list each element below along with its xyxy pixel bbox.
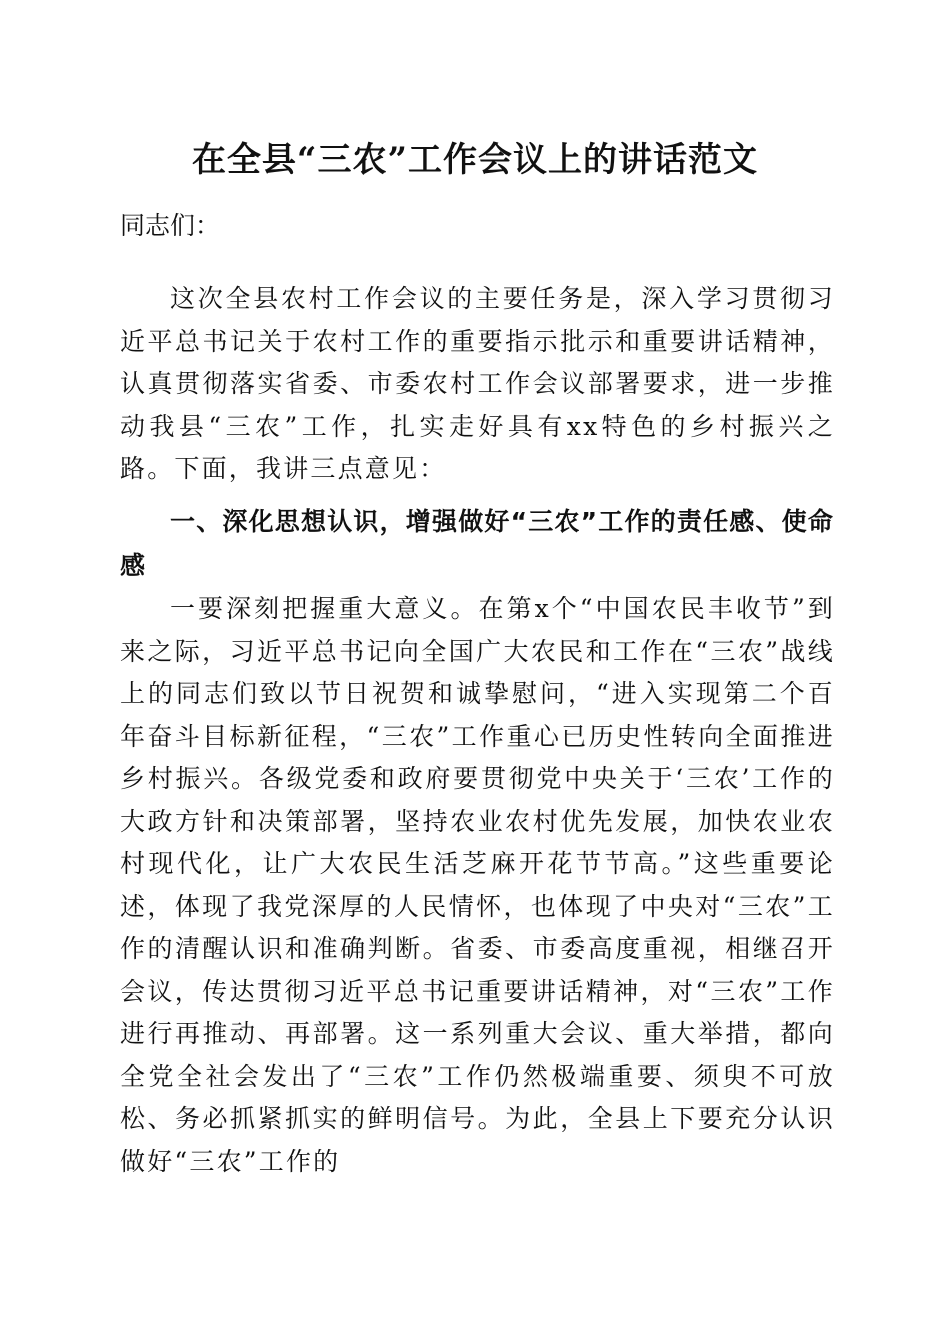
paragraph-significance: 一要深刻把握重大意义。在第x个“中国农民丰收节”到来之际，习近平总书记向全国广大农民和工作在“三农”战线上的同志们致以节日祝贺和诚挚慰问，“进入实现第二个百年奋斗目标新征程，“三农”工作重心已历史性转向全面推进乡村振兴。各级党委和政府要贯彻党中央关于‘三农’工作的大政方针和决策部署，坚持农业农村优先发展，加快农业农村现代化，让广大农民生活芝麻开花节节高。”这些重要论述，体现了我党深厚的人民情怀，也体现了中央对“三农”工作的清醒认识和准确判断。省委、市委高度重视，相继召开会议，传达贯彻习近平总书记重要讲话精神，对“三农”工作进行再推动、再部署。这一系列重大会议、重大举措，都向全党全社会发出了“三农”工作仍然极端重要、须臾不可放松、务必抓紧抓实的鲜明信号。为此，全县上下要充分认识做好“三农”工作的 xyxy=(120,594,835,1176)
document-title: 在全县“三农”工作会议上的讲话范文 xyxy=(191,140,759,180)
salutation: 同志们： xyxy=(120,211,221,240)
paragraph-intro: 这次全县农村工作会议的主要任务是，深入学习贯彻习近平总书记关于农村工作的重要指示批示和重要讲话精神，认真贯彻落实省委、市委农村工作会议部署要求，进一步推动我县“三农”工作，扎实走好具有xx特色的乡村振兴之路。下面，我讲三点意见： xyxy=(120,284,835,483)
section-heading-1: 一、深化思想认识，增强做好“三农”工作的责任感、使命感 xyxy=(120,507,835,580)
